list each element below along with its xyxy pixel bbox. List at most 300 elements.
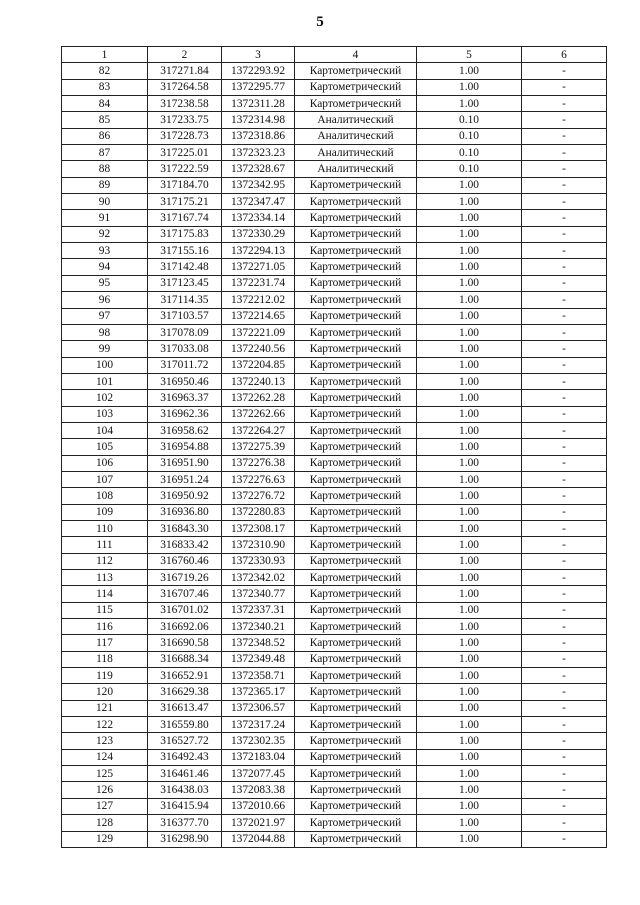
accuracy-cell: 1.00 bbox=[417, 259, 522, 275]
table-row bbox=[62, 243, 607, 259]
x-coordinate-cell: 316962.36 bbox=[148, 406, 222, 422]
table-row bbox=[62, 782, 607, 798]
note-cell: - bbox=[522, 602, 607, 618]
point-number-cell: 124 bbox=[62, 749, 148, 765]
y-coordinate-cell: 1372204.85 bbox=[222, 357, 295, 373]
method-cell: Картометрический bbox=[295, 226, 417, 242]
method-cell: Картометрический bbox=[295, 406, 417, 422]
method-cell: Картометрический bbox=[295, 586, 417, 602]
method-cell: Картометрический bbox=[295, 798, 417, 814]
y-coordinate-cell: 1372342.95 bbox=[222, 177, 295, 193]
accuracy-cell: 1.00 bbox=[417, 324, 522, 340]
method-cell: Картометрический bbox=[295, 308, 417, 324]
y-coordinate-cell: 1372021.97 bbox=[222, 815, 295, 831]
note-cell: - bbox=[522, 275, 607, 291]
x-coordinate-cell: 316707.46 bbox=[148, 586, 222, 602]
note-cell: - bbox=[522, 798, 607, 814]
method-cell: Картометрический bbox=[295, 700, 417, 716]
method-cell: Картометрический bbox=[295, 259, 417, 275]
column-header: 4 bbox=[295, 47, 417, 63]
table-row bbox=[62, 668, 607, 684]
y-coordinate-cell: 1372340.77 bbox=[222, 586, 295, 602]
method-cell: Картометрический bbox=[295, 782, 417, 798]
note-cell: - bbox=[522, 439, 607, 455]
note-cell: - bbox=[522, 161, 607, 177]
point-number-cell: 92 bbox=[62, 226, 148, 242]
note-cell: - bbox=[522, 422, 607, 438]
point-number-cell: 96 bbox=[62, 292, 148, 308]
column-header: 1 bbox=[62, 47, 148, 63]
y-coordinate-cell: 1372334.14 bbox=[222, 210, 295, 226]
y-coordinate-cell: 1372276.38 bbox=[222, 455, 295, 471]
note-cell: - bbox=[522, 194, 607, 210]
table-row bbox=[62, 520, 607, 536]
method-cell: Картометрический bbox=[295, 243, 417, 259]
y-coordinate-cell: 1372342.02 bbox=[222, 570, 295, 586]
method-cell: Картометрический bbox=[295, 651, 417, 667]
method-cell: Картометрический bbox=[295, 635, 417, 651]
point-number-cell: 86 bbox=[62, 128, 148, 144]
method-cell: Аналитический bbox=[295, 112, 417, 128]
accuracy-cell: 1.00 bbox=[417, 455, 522, 471]
accuracy-cell: 1.00 bbox=[417, 243, 522, 259]
table-row bbox=[62, 275, 607, 291]
point-number-cell: 99 bbox=[62, 341, 148, 357]
accuracy-cell: 1.00 bbox=[417, 766, 522, 782]
method-cell: Картометрический bbox=[295, 275, 417, 291]
table-row bbox=[62, 79, 607, 95]
note-cell: - bbox=[522, 749, 607, 765]
note-cell: - bbox=[522, 112, 607, 128]
table-row bbox=[62, 553, 607, 569]
method-cell: Картометрический bbox=[295, 422, 417, 438]
point-number-cell: 82 bbox=[62, 63, 148, 79]
table-row bbox=[62, 537, 607, 553]
note-cell: - bbox=[522, 96, 607, 112]
y-coordinate-cell: 1372221.09 bbox=[222, 324, 295, 340]
table-row bbox=[62, 390, 607, 406]
point-number-cell: 103 bbox=[62, 406, 148, 422]
y-coordinate-cell: 1372347.47 bbox=[222, 194, 295, 210]
note-cell: - bbox=[522, 782, 607, 798]
table-row bbox=[62, 635, 607, 651]
table-row bbox=[62, 733, 607, 749]
x-coordinate-cell: 316963.37 bbox=[148, 390, 222, 406]
x-coordinate-cell: 316461.46 bbox=[148, 766, 222, 782]
y-coordinate-cell: 1372314.98 bbox=[222, 112, 295, 128]
point-number-cell: 129 bbox=[62, 831, 148, 847]
y-coordinate-cell: 1372231.74 bbox=[222, 275, 295, 291]
table-row bbox=[62, 341, 607, 357]
note-cell: - bbox=[522, 586, 607, 602]
y-coordinate-cell: 1372311.28 bbox=[222, 96, 295, 112]
accuracy-cell: 1.00 bbox=[417, 798, 522, 814]
point-number-cell: 113 bbox=[62, 570, 148, 586]
x-coordinate-cell: 317264.58 bbox=[148, 79, 222, 95]
y-coordinate-cell: 1372348.52 bbox=[222, 635, 295, 651]
point-number-cell: 95 bbox=[62, 275, 148, 291]
point-number-cell: 105 bbox=[62, 439, 148, 455]
note-cell: - bbox=[522, 357, 607, 373]
column-header: 2 bbox=[148, 47, 222, 63]
note-cell: - bbox=[522, 324, 607, 340]
method-cell: Картометрический bbox=[295, 749, 417, 765]
y-coordinate-cell: 1372262.66 bbox=[222, 406, 295, 422]
point-number-cell: 123 bbox=[62, 733, 148, 749]
table-row bbox=[62, 422, 607, 438]
x-coordinate-cell: 316951.24 bbox=[148, 471, 222, 487]
y-coordinate-cell: 1372328.67 bbox=[222, 161, 295, 177]
point-number-cell: 100 bbox=[62, 357, 148, 373]
method-cell: Картометрический bbox=[295, 668, 417, 684]
accuracy-cell: 1.00 bbox=[417, 373, 522, 389]
x-coordinate-cell: 316954.88 bbox=[148, 439, 222, 455]
accuracy-cell: 1.00 bbox=[417, 537, 522, 553]
y-coordinate-cell: 1372294.13 bbox=[222, 243, 295, 259]
note-cell: - bbox=[522, 635, 607, 651]
x-coordinate-cell: 316950.46 bbox=[148, 373, 222, 389]
table-row bbox=[62, 766, 607, 782]
x-coordinate-cell: 316629.38 bbox=[148, 684, 222, 700]
x-coordinate-cell: 316701.02 bbox=[148, 602, 222, 618]
y-coordinate-cell: 1372271.05 bbox=[222, 259, 295, 275]
y-coordinate-cell: 1372358.71 bbox=[222, 668, 295, 684]
point-number-cell: 125 bbox=[62, 766, 148, 782]
column-header: 3 bbox=[222, 47, 295, 63]
x-coordinate-cell: 317155.16 bbox=[148, 243, 222, 259]
method-cell: Картометрический bbox=[295, 439, 417, 455]
x-coordinate-cell: 316688.34 bbox=[148, 651, 222, 667]
method-cell: Картометрический bbox=[295, 766, 417, 782]
method-cell: Картометрический bbox=[295, 210, 417, 226]
y-coordinate-cell: 1372323.23 bbox=[222, 145, 295, 161]
point-number-cell: 109 bbox=[62, 504, 148, 520]
method-cell: Картометрический bbox=[295, 177, 417, 193]
accuracy-cell: 1.00 bbox=[417, 194, 522, 210]
point-number-cell: 90 bbox=[62, 194, 148, 210]
note-cell: - bbox=[522, 766, 607, 782]
note-cell: - bbox=[522, 520, 607, 536]
table-row bbox=[62, 210, 607, 226]
table-row bbox=[62, 406, 607, 422]
y-coordinate-cell: 1372183.04 bbox=[222, 749, 295, 765]
accuracy-cell: 1.00 bbox=[417, 308, 522, 324]
y-coordinate-cell: 1372212.02 bbox=[222, 292, 295, 308]
method-cell: Картометрический bbox=[295, 684, 417, 700]
accuracy-cell: 1.00 bbox=[417, 406, 522, 422]
table-row bbox=[62, 308, 607, 324]
point-number-cell: 116 bbox=[62, 619, 148, 635]
method-cell: Аналитический bbox=[295, 128, 417, 144]
point-number-cell: 114 bbox=[62, 586, 148, 602]
method-cell: Картометрический bbox=[295, 717, 417, 733]
note-cell: - bbox=[522, 651, 607, 667]
method-cell: Картометрический bbox=[295, 324, 417, 340]
x-coordinate-cell: 316377.70 bbox=[148, 815, 222, 831]
accuracy-cell: 1.00 bbox=[417, 520, 522, 536]
accuracy-cell: 1.00 bbox=[417, 586, 522, 602]
accuracy-cell: 1.00 bbox=[417, 717, 522, 733]
point-number-cell: 101 bbox=[62, 373, 148, 389]
x-coordinate-cell: 316833.42 bbox=[148, 537, 222, 553]
accuracy-cell: 1.00 bbox=[417, 226, 522, 242]
y-coordinate-cell: 1372280.83 bbox=[222, 504, 295, 520]
table-row bbox=[62, 619, 607, 635]
x-coordinate-cell: 316719.26 bbox=[148, 570, 222, 586]
table-row bbox=[62, 471, 607, 487]
table-row bbox=[62, 717, 607, 733]
accuracy-cell: 0.10 bbox=[417, 128, 522, 144]
x-coordinate-cell: 317123.45 bbox=[148, 275, 222, 291]
accuracy-cell: 1.00 bbox=[417, 275, 522, 291]
accuracy-cell: 1.00 bbox=[417, 79, 522, 95]
x-coordinate-cell: 316951.90 bbox=[148, 455, 222, 471]
note-cell: - bbox=[522, 717, 607, 733]
table-header-row bbox=[62, 47, 607, 63]
x-coordinate-cell: 316692.06 bbox=[148, 619, 222, 635]
accuracy-cell: 1.00 bbox=[417, 553, 522, 569]
point-number-cell: 93 bbox=[62, 243, 148, 259]
table-row bbox=[62, 439, 607, 455]
y-coordinate-cell: 1372275.39 bbox=[222, 439, 295, 455]
page-number: 5 bbox=[316, 14, 324, 30]
accuracy-cell: 1.00 bbox=[417, 570, 522, 586]
note-cell: - bbox=[522, 406, 607, 422]
point-number-cell: 117 bbox=[62, 635, 148, 651]
method-cell: Картометрический bbox=[295, 79, 417, 95]
x-coordinate-cell: 317142.48 bbox=[148, 259, 222, 275]
accuracy-cell: 1.00 bbox=[417, 292, 522, 308]
point-number-cell: 102 bbox=[62, 390, 148, 406]
x-coordinate-cell: 317078.09 bbox=[148, 324, 222, 340]
x-coordinate-cell: 316843.30 bbox=[148, 520, 222, 536]
x-coordinate-cell: 317167.74 bbox=[148, 210, 222, 226]
x-coordinate-cell: 317184.70 bbox=[148, 177, 222, 193]
point-number-cell: 107 bbox=[62, 471, 148, 487]
method-cell: Аналитический bbox=[295, 145, 417, 161]
table-body bbox=[62, 63, 607, 848]
accuracy-cell: 1.00 bbox=[417, 749, 522, 765]
table-row bbox=[62, 815, 607, 831]
table-row bbox=[62, 324, 607, 340]
y-coordinate-cell: 1372276.63 bbox=[222, 471, 295, 487]
table-row bbox=[62, 700, 607, 716]
accuracy-cell: 1.00 bbox=[417, 619, 522, 635]
table-row bbox=[62, 373, 607, 389]
point-number-cell: 106 bbox=[62, 455, 148, 471]
x-coordinate-cell: 317175.83 bbox=[148, 226, 222, 242]
accuracy-cell: 1.00 bbox=[417, 651, 522, 667]
column-header: 5 bbox=[417, 47, 522, 63]
note-cell: - bbox=[522, 308, 607, 324]
point-number-cell: 83 bbox=[62, 79, 148, 95]
x-coordinate-cell: 316613.47 bbox=[148, 700, 222, 716]
y-coordinate-cell: 1372264.27 bbox=[222, 422, 295, 438]
table-row bbox=[62, 586, 607, 602]
note-cell: - bbox=[522, 700, 607, 716]
point-number-cell: 120 bbox=[62, 684, 148, 700]
table-row bbox=[62, 161, 607, 177]
y-coordinate-cell: 1372083.38 bbox=[222, 782, 295, 798]
accuracy-cell: 1.00 bbox=[417, 733, 522, 749]
table-row bbox=[62, 112, 607, 128]
point-number-cell: 94 bbox=[62, 259, 148, 275]
accuracy-cell: 1.00 bbox=[417, 341, 522, 357]
x-coordinate-cell: 316950.92 bbox=[148, 488, 222, 504]
point-number-cell: 87 bbox=[62, 145, 148, 161]
point-number-cell: 115 bbox=[62, 602, 148, 618]
table-row bbox=[62, 602, 607, 618]
note-cell: - bbox=[522, 668, 607, 684]
accuracy-cell: 1.00 bbox=[417, 668, 522, 684]
table-row bbox=[62, 831, 607, 847]
table-row bbox=[62, 177, 607, 193]
note-cell: - bbox=[522, 128, 607, 144]
point-number-cell: 110 bbox=[62, 520, 148, 536]
method-cell: Картометрический bbox=[295, 455, 417, 471]
method-cell: Картометрический bbox=[295, 96, 417, 112]
point-number-cell: 104 bbox=[62, 422, 148, 438]
method-cell: Картометрический bbox=[295, 488, 417, 504]
table-row bbox=[62, 226, 607, 242]
x-coordinate-cell: 317114.35 bbox=[148, 292, 222, 308]
table-row bbox=[62, 488, 607, 504]
method-cell: Картометрический bbox=[295, 602, 417, 618]
note-cell: - bbox=[522, 504, 607, 520]
point-number-cell: 84 bbox=[62, 96, 148, 112]
method-cell: Картометрический bbox=[295, 63, 417, 79]
accuracy-cell: 1.00 bbox=[417, 684, 522, 700]
accuracy-cell: 0.10 bbox=[417, 161, 522, 177]
note-cell: - bbox=[522, 815, 607, 831]
y-coordinate-cell: 1372214.65 bbox=[222, 308, 295, 324]
note-cell: - bbox=[522, 210, 607, 226]
method-cell: Картометрический bbox=[295, 619, 417, 635]
accuracy-cell: 0.10 bbox=[417, 145, 522, 161]
note-cell: - bbox=[522, 471, 607, 487]
point-number-cell: 85 bbox=[62, 112, 148, 128]
x-coordinate-cell: 316438.03 bbox=[148, 782, 222, 798]
note-cell: - bbox=[522, 553, 607, 569]
note-cell: - bbox=[522, 455, 607, 471]
point-number-cell: 118 bbox=[62, 651, 148, 667]
note-cell: - bbox=[522, 341, 607, 357]
method-cell: Картометрический bbox=[295, 341, 417, 357]
y-coordinate-cell: 1372340.21 bbox=[222, 619, 295, 635]
note-cell: - bbox=[522, 488, 607, 504]
x-coordinate-cell: 317271.84 bbox=[148, 63, 222, 79]
point-number-cell: 128 bbox=[62, 815, 148, 831]
accuracy-cell: 1.00 bbox=[417, 177, 522, 193]
coordinates-table bbox=[61, 46, 607, 848]
x-coordinate-cell: 316527.72 bbox=[148, 733, 222, 749]
table-row bbox=[62, 570, 607, 586]
note-cell: - bbox=[522, 390, 607, 406]
x-coordinate-cell: 316652.91 bbox=[148, 668, 222, 684]
table-row bbox=[62, 63, 607, 79]
x-coordinate-cell: 317233.75 bbox=[148, 112, 222, 128]
x-coordinate-cell: 317175.21 bbox=[148, 194, 222, 210]
x-coordinate-cell: 317011.72 bbox=[148, 357, 222, 373]
y-coordinate-cell: 1372308.17 bbox=[222, 520, 295, 536]
table-row bbox=[62, 357, 607, 373]
note-cell: - bbox=[522, 243, 607, 259]
table-row bbox=[62, 145, 607, 161]
y-coordinate-cell: 1372010.66 bbox=[222, 798, 295, 814]
note-cell: - bbox=[522, 570, 607, 586]
y-coordinate-cell: 1372337.31 bbox=[222, 602, 295, 618]
note-cell: - bbox=[522, 733, 607, 749]
x-coordinate-cell: 316298.90 bbox=[148, 831, 222, 847]
point-number-cell: 119 bbox=[62, 668, 148, 684]
method-cell: Картометрический bbox=[295, 471, 417, 487]
y-coordinate-cell: 1372293.92 bbox=[222, 63, 295, 79]
y-coordinate-cell: 1372044.88 bbox=[222, 831, 295, 847]
x-coordinate-cell: 317225.01 bbox=[148, 145, 222, 161]
point-number-cell: 98 bbox=[62, 324, 148, 340]
column-header: 6 bbox=[522, 47, 607, 63]
method-cell: Аналитический bbox=[295, 161, 417, 177]
x-coordinate-cell: 317033.08 bbox=[148, 341, 222, 357]
y-coordinate-cell: 1372077.45 bbox=[222, 766, 295, 782]
note-cell: - bbox=[522, 537, 607, 553]
x-coordinate-cell: 316760.46 bbox=[148, 553, 222, 569]
method-cell: Картометрический bbox=[295, 194, 417, 210]
table-row bbox=[62, 259, 607, 275]
y-coordinate-cell: 1372306.57 bbox=[222, 700, 295, 716]
x-coordinate-cell: 317103.57 bbox=[148, 308, 222, 324]
point-number-cell: 112 bbox=[62, 553, 148, 569]
accuracy-cell: 1.00 bbox=[417, 63, 522, 79]
method-cell: Картометрический bbox=[295, 373, 417, 389]
note-cell: - bbox=[522, 145, 607, 161]
y-coordinate-cell: 1372349.48 bbox=[222, 651, 295, 667]
point-number-cell: 127 bbox=[62, 798, 148, 814]
method-cell: Картометрический bbox=[295, 733, 417, 749]
table-row bbox=[62, 128, 607, 144]
accuracy-cell: 1.00 bbox=[417, 96, 522, 112]
y-coordinate-cell: 1372365.17 bbox=[222, 684, 295, 700]
y-coordinate-cell: 1372310.90 bbox=[222, 537, 295, 553]
x-coordinate-cell: 316690.58 bbox=[148, 635, 222, 651]
accuracy-cell: 1.00 bbox=[417, 210, 522, 226]
y-coordinate-cell: 1372240.13 bbox=[222, 373, 295, 389]
accuracy-cell: 1.00 bbox=[417, 471, 522, 487]
accuracy-cell: 1.00 bbox=[417, 439, 522, 455]
y-coordinate-cell: 1372318.86 bbox=[222, 128, 295, 144]
x-coordinate-cell: 317228.73 bbox=[148, 128, 222, 144]
table-row bbox=[62, 749, 607, 765]
y-coordinate-cell: 1372262.28 bbox=[222, 390, 295, 406]
accuracy-cell: 1.00 bbox=[417, 390, 522, 406]
x-coordinate-cell: 316559.80 bbox=[148, 717, 222, 733]
accuracy-cell: 1.00 bbox=[417, 635, 522, 651]
method-cell: Картометрический bbox=[295, 504, 417, 520]
point-number-cell: 91 bbox=[62, 210, 148, 226]
point-number-cell: 121 bbox=[62, 700, 148, 716]
y-coordinate-cell: 1372276.72 bbox=[222, 488, 295, 504]
x-coordinate-cell: 316936.80 bbox=[148, 504, 222, 520]
accuracy-cell: 0.10 bbox=[417, 112, 522, 128]
point-number-cell: 89 bbox=[62, 177, 148, 193]
y-coordinate-cell: 1372330.29 bbox=[222, 226, 295, 242]
method-cell: Картометрический bbox=[295, 292, 417, 308]
point-number-cell: 111 bbox=[62, 537, 148, 553]
x-coordinate-cell: 317238.58 bbox=[148, 96, 222, 112]
x-coordinate-cell: 317222.59 bbox=[148, 161, 222, 177]
method-cell: Картометрический bbox=[295, 570, 417, 586]
accuracy-cell: 1.00 bbox=[417, 831, 522, 847]
